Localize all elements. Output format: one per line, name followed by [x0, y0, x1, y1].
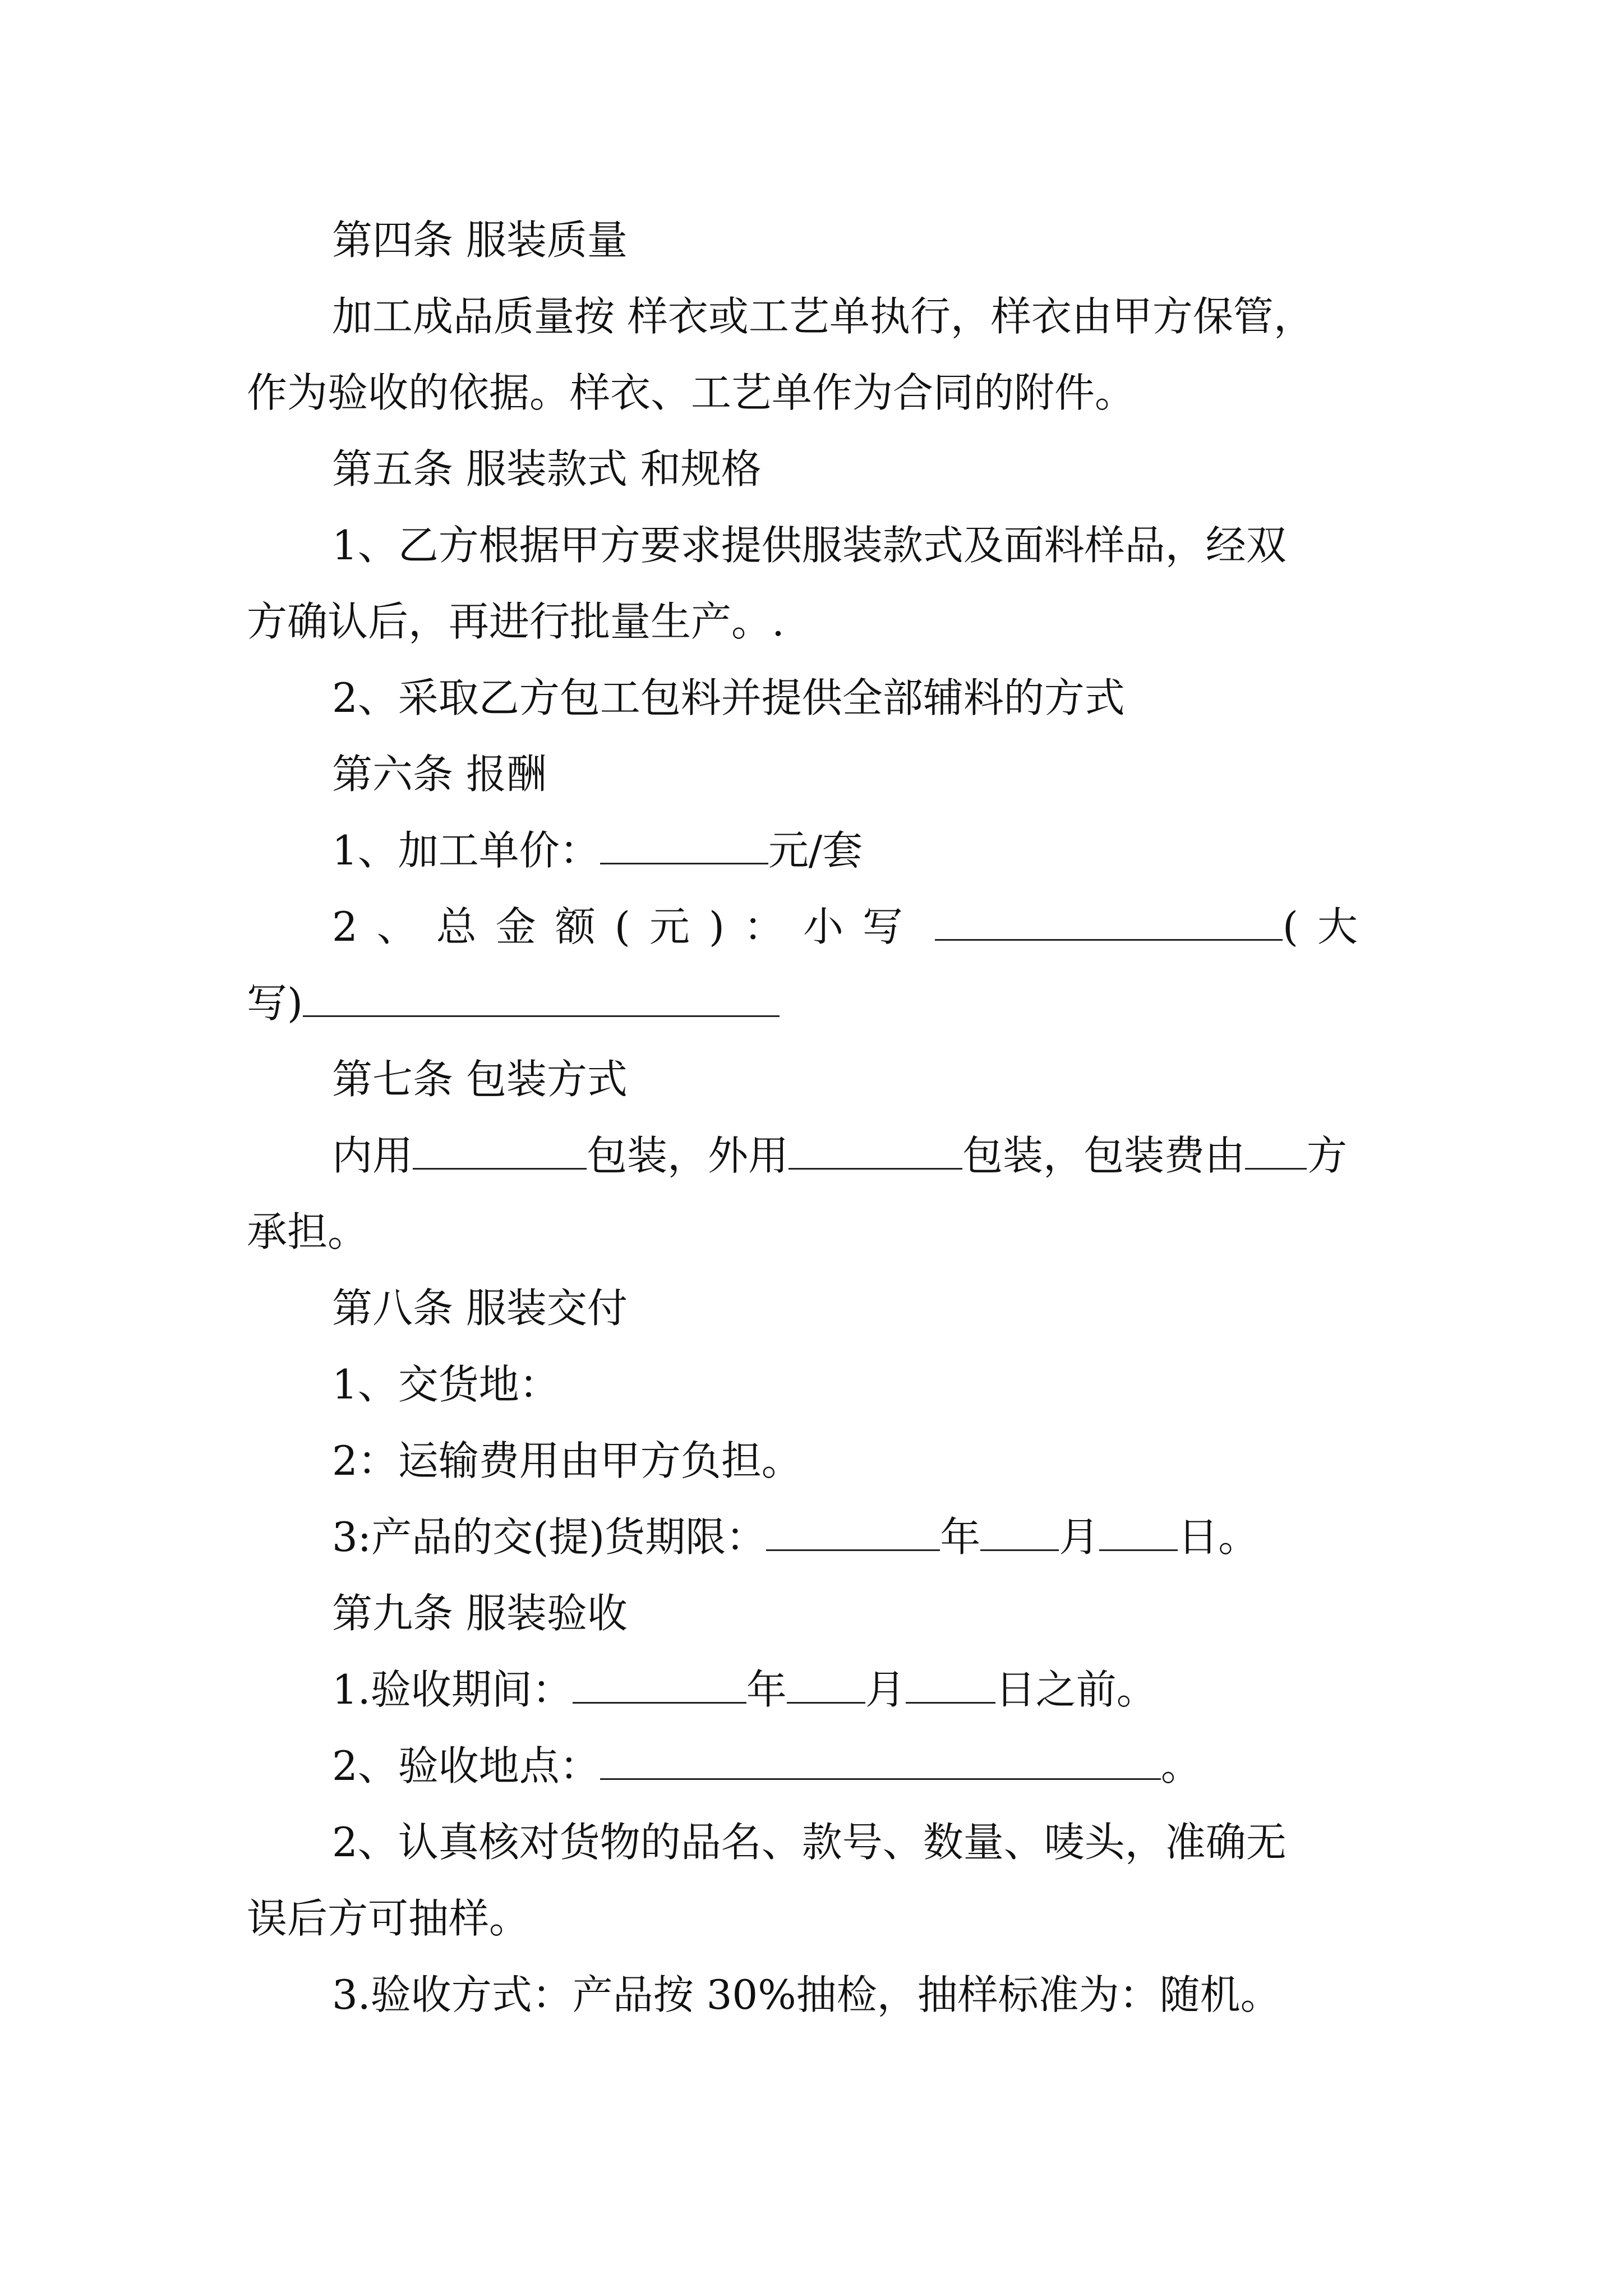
delivery-year-blank[interactable]	[766, 1516, 940, 1551]
inspection-day-blank[interactable]	[906, 1668, 995, 1704]
article-5-title: 第五条 服装款式 和规格	[332, 445, 762, 493]
article-8-item-1: 1、交货地：	[332, 1361, 560, 1408]
article-5-item-2: 2、采取乙方包工包料并提供全部辅料的方式	[332, 674, 1125, 721]
article-4-paragraph-line-1: 加工成品质量按 样衣或工艺单执行，样衣由甲方保管，	[332, 293, 1314, 340]
total-amount-lowercase-blank[interactable]	[935, 905, 1283, 941]
article-6-item-1	[247, 812, 1385, 889]
article-6-item-2-line-1	[247, 889, 1385, 965]
article-9-item-3-line-2: 误后方可抽样。	[247, 1895, 530, 1942]
article-8-item-2: 2：运输费用由甲方负担。	[332, 1437, 802, 1484]
unit-price-blank[interactable]	[600, 829, 768, 864]
packing-fee-party-suffix: 方	[1307, 1132, 1348, 1179]
total-amount-uppercase-paren: (大	[1282, 903, 1377, 950]
delivery-day-label: 日。	[1178, 1513, 1259, 1561]
article-5-item-1-line-2: 方确认后，再进行批量生产。.	[247, 598, 785, 645]
unit-price-unit: 元/套	[768, 827, 863, 874]
inspection-year-label: 年	[746, 1666, 787, 1713]
inner-packing-label: 内用	[332, 1132, 413, 1179]
article-8-title: 第八条 服装交付	[332, 1285, 628, 1332]
article-9-title: 第九条 服装验收	[332, 1590, 628, 1637]
article-7-line-1	[247, 1117, 1385, 1194]
total-amount-uppercase-blank[interactable]	[303, 982, 780, 1017]
inspection-location-end: 。	[1160, 1742, 1201, 1789]
inspection-period-label: 1.验收期间：	[332, 1666, 573, 1713]
delivery-deadline-label: 3:产品的交(提)货期限：	[332, 1513, 767, 1561]
inspection-month-blank[interactable]	[787, 1668, 865, 1704]
article-7-line-2: 承担。	[247, 1208, 368, 1255]
article-9-item-4: 3.验收方式：产品按 30%抽检，抽样标准为：随机。	[332, 1971, 1281, 2018]
delivery-year-label: 年	[940, 1513, 981, 1561]
article-8-item-3	[247, 1499, 1385, 1575]
inner-packing-blank[interactable]	[413, 1134, 587, 1170]
article-4-title: 第四条 服装质量	[332, 217, 628, 264]
packing-fee-label: 包装，包装费由	[962, 1132, 1246, 1179]
delivery-month-blank[interactable]	[980, 1516, 1059, 1551]
article-4-paragraph-line-2: 作为验收的依据。样衣、工艺单作为合同的附件。	[247, 369, 1136, 416]
inspection-location-label: 2、验收地点：	[332, 1742, 600, 1789]
total-amount-uppercase-label: 写)	[247, 979, 303, 1027]
outer-packing-blank[interactable]	[789, 1134, 962, 1170]
article-7-title: 第七条 包装方式	[332, 1056, 628, 1103]
unit-price-label: 1、加工单价：	[332, 827, 600, 874]
outer-packing-label: 包装，外用	[587, 1132, 789, 1179]
inspection-year-blank[interactable]	[573, 1668, 746, 1704]
article-9-item-1	[247, 1651, 1385, 1728]
delivery-day-blank[interactable]	[1099, 1516, 1178, 1551]
inspection-location-blank[interactable]	[600, 1745, 1161, 1780]
inspection-day-label: 日之前。	[995, 1666, 1157, 1713]
article-9-item-3-line-1: 2、认真核对货物的品名、款号、数量、唛头，准确无	[332, 1819, 1287, 1866]
article-9-item-2	[247, 1728, 1385, 1804]
packing-fee-party-blank[interactable]	[1245, 1134, 1307, 1170]
total-amount-label: 2、总金额(元)：小写	[332, 903, 922, 950]
inspection-month-label: 月	[865, 1666, 906, 1713]
article-5-item-1-line-1: 1、乙方根据甲方要求提供服装款式及面料样品，经双	[332, 522, 1287, 569]
contract-body	[247, 202, 1385, 2033]
article-6-item-2-line-2	[247, 965, 1385, 1041]
delivery-month-label: 月	[1059, 1513, 1100, 1561]
article-6-title: 第六条 报酬	[332, 751, 547, 798]
